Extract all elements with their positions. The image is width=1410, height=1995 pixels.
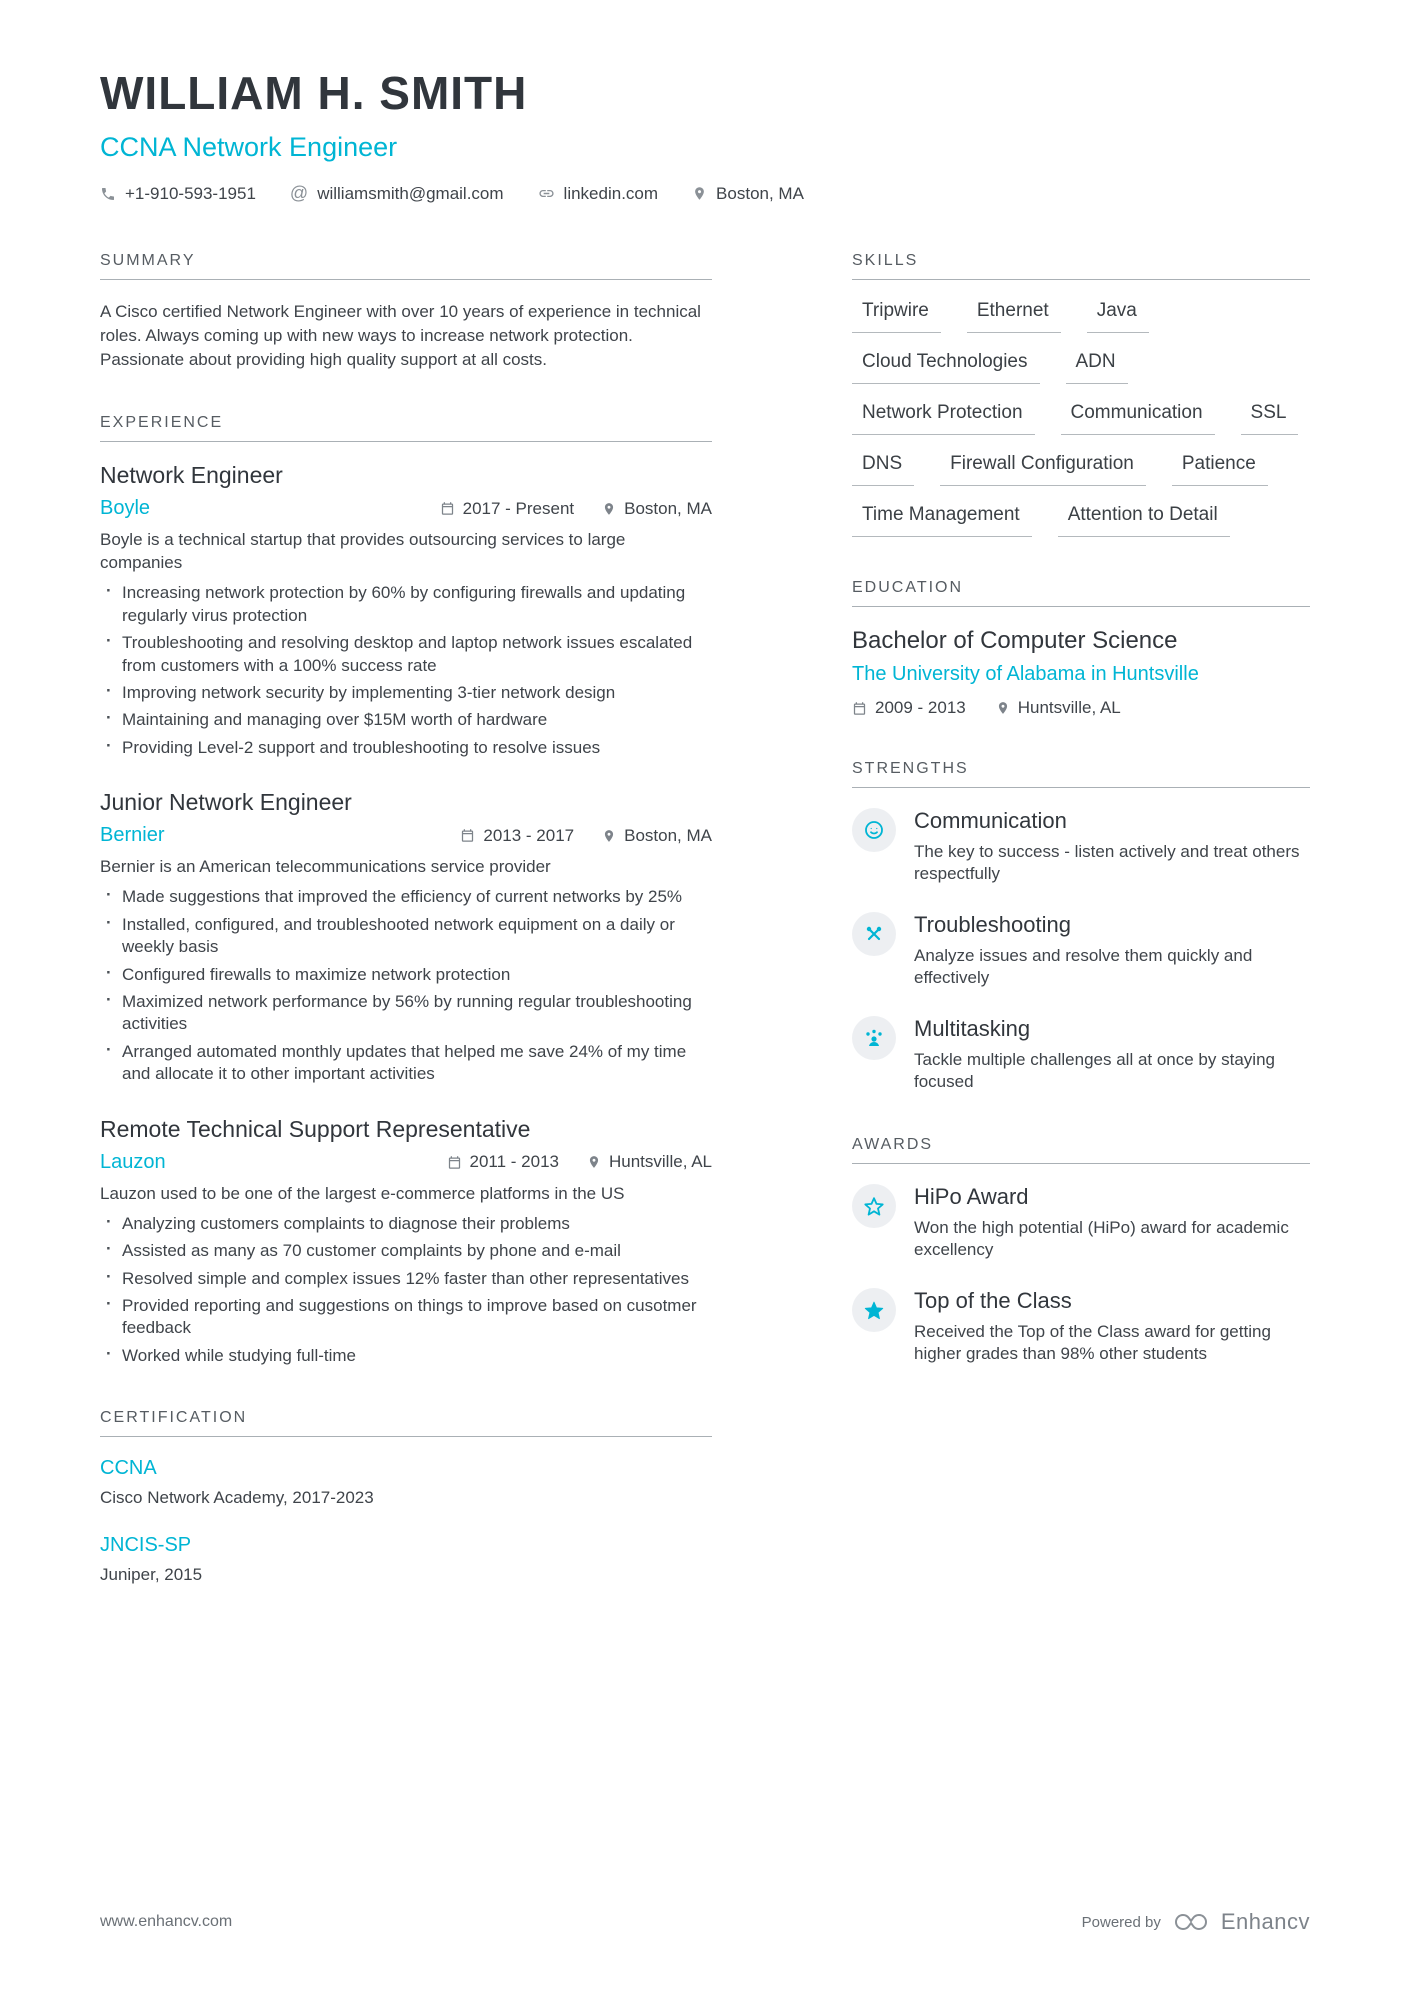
job-meta-row (100, 497, 712, 520)
job-title: Remote Technical Support Representative (100, 1115, 531, 1142)
company-name: Lauzon (100, 1150, 166, 1173)
strength-item (852, 808, 1310, 886)
company-blurb: Bernier is an American telecommunications service provider (100, 857, 551, 877)
location-pin-icon (996, 701, 1010, 715)
job-dates (447, 1152, 559, 1172)
job-location (602, 499, 712, 519)
location-contact (692, 184, 804, 204)
star-filled-icon (852, 1288, 896, 1332)
certification-detail: Juniper, 2015 (100, 1565, 203, 1585)
page-footer (100, 1909, 1310, 1935)
job-dates (460, 826, 574, 846)
company-name: Bernier (100, 824, 165, 847)
experience-entry (100, 789, 712, 1085)
website-link[interactable]: www.enhancv.com (100, 1913, 233, 1930)
strength-body (914, 808, 1310, 886)
job-location-text: Boston, MA (624, 498, 712, 518)
awards-section (852, 1136, 1310, 1366)
education-location-text: Huntsville, AL (1017, 698, 1121, 717)
skill-tag: ADN (1066, 351, 1128, 384)
education-section (852, 579, 1310, 718)
strength-item (852, 1016, 1310, 1094)
skill-tag: DNS (852, 453, 914, 486)
award-title: HiPo Award (914, 1183, 1029, 1209)
skill-tag: Patience (1172, 453, 1268, 486)
experience-bullet: · Provided reporting and suggestions on things to improve based on cusotmer feedback (100, 1295, 712, 1340)
summary-text: A Cisco certified Network Engineer with over 10 years of experience in technical roles. Always coming up with new ways to increase network protection. Passionate about providing high quality support at all costs. (100, 302, 701, 370)
job-title: Junior Network Engineer (100, 789, 352, 816)
calendar-icon (852, 701, 867, 716)
skill-tag: Firewall Configuration (940, 453, 1146, 486)
job-location-text: Huntsville, AL (609, 1152, 712, 1172)
calendar-icon (440, 501, 455, 516)
job-bullet-list (100, 1213, 712, 1368)
linkedin-url[interactable]: linkedin.com (563, 183, 659, 203)
job-dates (440, 499, 575, 519)
education-dates (852, 698, 966, 718)
summary-heading: SUMMARY (100, 252, 712, 280)
skill-tag: Time Management (852, 504, 1032, 537)
job-bullet-list (100, 886, 712, 1086)
calendar-icon (460, 828, 475, 843)
education-meta-row (852, 698, 1310, 718)
skill-tag: Ethernet (967, 300, 1061, 333)
right-column (852, 252, 1310, 1627)
certification-name: CCNA (100, 1457, 157, 1480)
left-column (100, 252, 712, 1627)
person-name: WILLIAM H. SMITH (100, 67, 528, 119)
strengths-heading: STRENGTHS (852, 760, 1310, 788)
skill-tag: Communication (1061, 402, 1215, 435)
calendar-icon (447, 1155, 462, 1170)
job-location (587, 1152, 712, 1172)
experience-bullet: · Assisted as many as 70 customer complaints by phone and e-mail (100, 1240, 712, 1262)
company-blurb: Lauzon used to be one of the largest e-commerce platforms in the US (100, 1183, 625, 1203)
experience-bullet: · Installed, configured, and troubleshooted network equipment on a daily or weekly basis (100, 914, 712, 959)
experience-bullet: · Increasing network protection by 60% by configuring firewalls and updating regularly virus protection (100, 582, 712, 627)
linkedin-contact[interactable] (538, 184, 659, 204)
skills-section (852, 252, 1310, 537)
location-text: Boston, MA (716, 183, 804, 203)
experience-bullet: · Analyzing customers complaints to diagnose their problems (100, 1213, 712, 1235)
experience-entry (100, 462, 712, 759)
job-location (602, 826, 712, 846)
job-dates-text: 2013 - 2017 (483, 825, 575, 845)
strength-title: Communication (914, 808, 1067, 833)
email-address[interactable]: williamsmith@gmail.com (317, 183, 504, 203)
experience-bullet: · Resolved simple and complex issues 12% faster than other representatives (100, 1268, 712, 1290)
job-meta-row (100, 824, 712, 847)
degree-name: Bachelor of Computer Science (852, 627, 1178, 654)
at-icon: @ (289, 183, 309, 203)
award-text: Received the Top of the Class award for getting higher grades than 98% other students (914, 1321, 1271, 1363)
location-pin-icon (587, 1155, 601, 1169)
powered-by-label: Powered by (1081, 1913, 1161, 1931)
experience-bullet: · Maintaining and managing over $15M worth of hardware (100, 709, 712, 731)
job-meta-group (447, 1152, 712, 1172)
education-heading: EDUCATION (852, 579, 1310, 607)
education-location (996, 698, 1121, 718)
skill-tag: Network Protection (852, 402, 1035, 435)
link-icon (538, 185, 555, 202)
tools-icon (852, 912, 896, 956)
star-outline-icon (852, 1184, 896, 1228)
award-body (914, 1184, 1310, 1262)
job-dates-text: 2017 - Present (462, 498, 575, 518)
company-blurb: Boyle is a technical startup that provides outsourcing services to large companies (100, 530, 626, 573)
phone-number: +1-910-593-1951 (125, 183, 256, 203)
strength-item (852, 912, 1310, 990)
award-body (914, 1288, 1310, 1366)
job-dates-text: 2011 - 2013 (469, 1152, 559, 1172)
award-title: Top of the Class (914, 1287, 1072, 1313)
strength-title: Troubleshooting (914, 911, 1071, 937)
experience-bullet: · Troubleshooting and resolving desktop and laptop network issues escalated from customers with a 100% success rate (100, 632, 712, 677)
brand-name: Enhancv (1220, 1909, 1310, 1934)
location-pin-icon (692, 186, 707, 201)
strength-text: Tackle multiple challenges all at once by staying focused (914, 1049, 1275, 1092)
job-meta-group (460, 826, 712, 846)
infinity-logo-icon (1173, 1912, 1209, 1932)
contact-row (100, 183, 1310, 204)
phone-icon (100, 186, 116, 202)
experience-bullet: · Providing Level-2 support and troubleshooting to resolve issues (100, 737, 712, 759)
strengths-section (852, 760, 1310, 1094)
certification-section (100, 1409, 712, 1585)
experience-bullet: · Maximized network performance by 56% by running regular troubleshooting activities (100, 991, 712, 1036)
job-location-text: Boston, MA (624, 825, 712, 845)
award-item (852, 1184, 1310, 1262)
strength-text: The key to success - listen actively and treat others respectfully (914, 842, 1300, 884)
certification-entry (100, 1457, 712, 1508)
experience-section (100, 414, 712, 1367)
skill-tag: SSL (1241, 402, 1299, 435)
location-pin-icon (602, 502, 616, 516)
experience-entry (100, 1116, 712, 1368)
strength-body (914, 912, 1310, 990)
experience-bullet: · Made suggestions that improved the efficiency of current networks by 25% (100, 886, 712, 908)
powered-by-group[interactable] (1082, 1909, 1310, 1935)
award-item (852, 1288, 1310, 1366)
juggling-icon (852, 1016, 896, 1060)
school-name: The University of Alabama in Huntsville (852, 663, 1199, 685)
awards-heading: AWARDS (852, 1136, 1310, 1164)
job-meta-row (100, 1151, 712, 1174)
certification-entry (100, 1534, 712, 1585)
job-bullet-list (100, 582, 712, 759)
email-contact[interactable] (290, 183, 504, 204)
skill-tag: Attention to Detail (1058, 504, 1230, 537)
certification-heading: CERTIFICATION (100, 1409, 712, 1437)
skill-tag-list (852, 300, 1310, 537)
skill-tag: Cloud Technologies (852, 351, 1040, 384)
strength-text: Analyze issues and resolve them quickly and effectively (914, 945, 1253, 988)
certification-detail: Cisco Network Academy, 2017-2023 (100, 1488, 374, 1508)
experience-bullet: · Improving network security by implementing 3-tier network design (100, 682, 712, 704)
skill-tag: Tripwire (852, 300, 941, 333)
award-text: Won the high potential (HiPo) award for academic excellency (914, 1217, 1289, 1260)
job-meta-group (440, 499, 712, 519)
company-name: Boyle (100, 497, 151, 520)
experience-bullet: · Arranged automated monthly updates that helped me save 24% of my time and allocate it to other important activities (100, 1041, 712, 1086)
summary-section (100, 252, 712, 372)
job-title: Network Engineer (100, 462, 283, 489)
education-dates-text: 2009 - 2013 (875, 698, 966, 717)
resume-header (100, 66, 1310, 204)
skill-tag: Java (1087, 300, 1149, 333)
phone-contact (100, 184, 256, 204)
location-pin-icon (602, 829, 616, 843)
experience-bullet: · Configured firewalls to maximize network protection (100, 964, 712, 986)
experience-bullet: · Worked while studying full-time (100, 1345, 712, 1367)
strength-body (914, 1016, 1310, 1094)
certification-name: JNCIS-SP (100, 1534, 192, 1557)
skills-heading: SKILLS (852, 252, 1310, 280)
face-icon (852, 808, 896, 852)
experience-heading: EXPERIENCE (100, 414, 712, 442)
person-title: CCNA Network Engineer (100, 132, 398, 162)
strength-title: Multitasking (914, 1015, 1031, 1041)
resume-columns (100, 252, 1310, 1627)
